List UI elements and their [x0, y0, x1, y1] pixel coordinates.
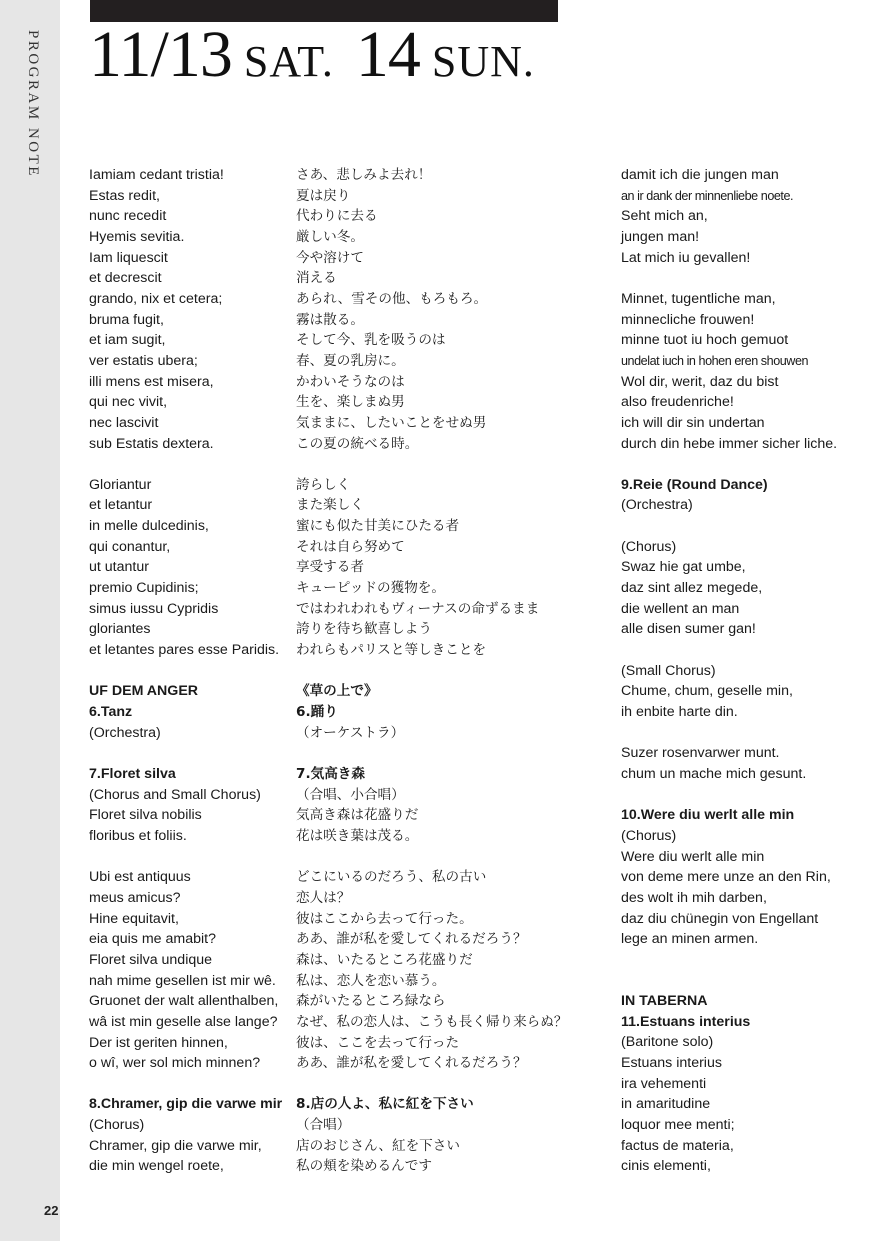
lyric-line: nunc recedit [89, 208, 167, 225]
lyric-line: an ir dank der minnenliebe noete. [621, 188, 794, 203]
lyric-line: 7.気高き森 [296, 765, 365, 782]
lyric-line: Floret silva undique [89, 951, 213, 968]
lyric-line: 森がいたるところ緑なら [296, 993, 446, 1010]
stanza-gap [621, 950, 841, 971]
lyric-line: et iam sugit, [89, 332, 166, 349]
weekday-first: SAT. [243, 37, 334, 86]
lyric-line: damit ich die jungen man [621, 167, 779, 183]
lyric-line: (Orchestra) [89, 724, 161, 741]
lyric-line: (Small Chorus) [621, 662, 716, 679]
lyric-line: daz diu chünegin von Engellant [621, 910, 819, 927]
lyric-line: 花は咲き葉は茂る。 [296, 827, 419, 844]
lyric-line: die wellent an man [621, 600, 740, 617]
lyric-line: キューピッドの獲物を。 [296, 580, 445, 597]
lyric-line: 9.Reie (Round Dance) [621, 476, 768, 493]
lyric-line: bruma fugit, [89, 311, 164, 328]
lyric-line: simus iussu Cypridis [89, 600, 219, 617]
lyric-line: 霧は散る。 [296, 311, 364, 328]
lyric-line: jungen man! [621, 228, 700, 245]
lyric-line: 今や溶けて [296, 249, 364, 266]
lyric-line: (Chorus and Small Chorus) [89, 786, 261, 803]
lyric-line: それは自ら努めて [296, 538, 405, 555]
lyric-line: 生を、楽しまぬ男 [296, 394, 405, 411]
date-first-day: 11/13 [89, 18, 232, 91]
lyric-line: Minnet, tugentliche man, [621, 290, 776, 307]
latin-lyrics-column [89, 165, 281, 1177]
lyric-line: sub Estatis dextera. [89, 435, 214, 452]
lyric-line: meus amicus? [89, 889, 181, 906]
lyric-line: 誇らしく [296, 476, 351, 493]
lyric-line: alle disen sumer gan! [621, 621, 756, 638]
lyric-line: かわいそうなのは [296, 373, 405, 390]
lyric-line: さあ、悲しみよ去れ！ [296, 167, 432, 183]
lyric-line: 気ままに、したいことをせぬ男 [296, 414, 487, 431]
lyric-line: ira vehementi [621, 1075, 707, 1092]
lyric-line: 彼は、ここを去って行った [296, 1034, 460, 1051]
stanza-gap [89, 661, 281, 682]
lyric-line: durch din hebe immer sicher liche. [621, 435, 838, 452]
lyric-line: ああ、誰が私を愛してくれるだろう？ [296, 931, 527, 948]
sidebar-strip [0, 0, 60, 1241]
lyric-line: (Orchestra) [621, 497, 693, 514]
stanza-gap [89, 847, 281, 868]
lyric-line: 春、夏の乳房に。 [296, 352, 405, 369]
lyric-line: ver estatis ubera; [89, 352, 198, 369]
lyric-line: 彼はここから去って行った。 [296, 910, 473, 927]
lyric-line: あられ、雪その他、もろもろ。 [296, 290, 488, 307]
lyric-line: gloriantes [89, 621, 151, 638]
lyric-line: Wol dir, werit, daz du bist [621, 373, 779, 390]
stanza-gap [296, 743, 596, 764]
stanza-gap [296, 454, 596, 475]
stanza-gap [89, 454, 281, 475]
lyric-line: （オーケストラ） [296, 724, 405, 741]
stanza-gap [621, 723, 841, 744]
lyric-line: Iam liquescit [89, 249, 168, 266]
lyric-line: Ubi est antiquus [89, 869, 191, 886]
lyric-line: et decrescit [89, 270, 162, 287]
lyric-line: minne tuot iu hoch gemuot [621, 332, 789, 349]
lyric-line: 7.Floret silva [89, 765, 176, 782]
lyric-line: (Chorus) [89, 1117, 145, 1134]
lyric-line: （合唱、小合唱） [296, 786, 405, 803]
lyric-line: 森は、いたるところ花盛りだ [296, 951, 473, 968]
lyric-line: loquor mee menti; [621, 1117, 735, 1134]
lyric-line: そして今、乳を吸うのは [296, 332, 446, 349]
lyric-line: lege an minen armen. [621, 931, 759, 948]
lyric-line: Der ist geriten hinnen, [89, 1034, 228, 1051]
lyric-line: （合唱） [296, 1117, 351, 1134]
stanza-gap [89, 743, 281, 764]
lyric-line: Gloriantur [89, 476, 152, 493]
japanese-translation-column [296, 165, 596, 1177]
stanza-gap [296, 847, 596, 868]
lyric-line: undelat iuch in hohen eren shouwen [621, 353, 809, 368]
stanza-gap [621, 516, 841, 537]
lyric-line: (Chorus) [621, 827, 677, 844]
lyric-line: Were diu werlt alle min [621, 848, 765, 865]
lyric-line: floribus et foliis. [89, 827, 187, 844]
lyric-line: in amaritudine [621, 1096, 711, 1113]
lyric-line: ut utantur [89, 559, 149, 576]
section-label: PROGRAM NOTE [25, 30, 41, 178]
lyric-line: Seht mich an, [621, 208, 708, 225]
lyric-line: factus de materia, [621, 1137, 734, 1154]
lyric-line: Estuans interius [621, 1055, 722, 1072]
lyric-line: cinis elementi, [621, 1158, 711, 1175]
lyric-line: Swaz hie gat umbe, [621, 559, 746, 576]
lyric-line: この夏の統べる時。 [296, 435, 419, 452]
lyric-line: 8.Chramer, gip die varwe mir [89, 1096, 283, 1113]
lyric-line: Iamiam cedant tristia! [89, 167, 224, 183]
lyric-line: grando, nix et cetera; [89, 290, 223, 307]
lyric-line: (Baritone solo) [621, 1034, 714, 1051]
lyric-line: Floret silva nobilis [89, 807, 202, 824]
lyric-line: 8.店の人よ、私に紅を下さい [296, 1096, 474, 1113]
lyric-line: 厳しい冬。 [296, 228, 364, 245]
lyric-line: Lat mich iu gevallen! [621, 249, 751, 266]
lyric-line: eia quis me amabit? [89, 931, 216, 948]
lyric-line: in melle dulcedinis, [89, 518, 209, 535]
lyric-line: o wî, wer sol mich minnen? [89, 1055, 261, 1072]
german-lyrics-column [621, 165, 841, 1177]
lyric-line: 店のおじさん、紅を下さい [296, 1137, 460, 1154]
lyric-line: also freudenriche! [621, 394, 734, 411]
lyric-line: なぜ、私の恋人は、こうも長く帰り来らぬ？ [296, 1013, 568, 1030]
lyric-line: 私は、恋人を恋い慕う。 [296, 972, 446, 989]
lyric-line: Estas redit, [89, 187, 160, 204]
lyric-line: UF DEM ANGER [89, 683, 199, 700]
lyric-line: wâ ist min geselle alse lange? [89, 1013, 278, 1030]
lyric-line: われらもパリスと等しきことを [296, 642, 487, 659]
lyric-line: Gruonet der walt allenthalben, [89, 993, 279, 1010]
lyric-line: von deme mere unze an den Rin, [621, 869, 831, 886]
lyric-line: IN TABERNA [621, 993, 708, 1010]
lyric-line: Chramer, gip die varwe mir, [89, 1137, 262, 1154]
lyric-line: 代わりに去る [296, 208, 378, 225]
lyric-line: Hyemis sevitia. [89, 228, 185, 245]
stanza-gap [621, 268, 841, 289]
lyric-line: 蜜にも似た甘美にひたる者 [296, 518, 460, 535]
lyric-line: 享受する者 [296, 559, 364, 576]
lyric-line: また楽しく [296, 497, 364, 514]
lyric-line: (Chorus) [621, 538, 677, 555]
stanza-gap [621, 640, 841, 661]
lyric-line: Chume, chum, geselle min, [621, 683, 793, 700]
date-second-day: 14 [355, 18, 420, 91]
lyric-line: daz sint allez megede, [621, 580, 763, 597]
lyric-line: 《草の上で》 [296, 683, 378, 700]
lyric-line: nah mime gesellen ist mir wê. [89, 972, 276, 989]
lyric-line: 夏は戻り [296, 187, 351, 204]
lyric-line: des wolt ih mih darben, [621, 889, 767, 906]
lyric-line: chum un mache mich gesunt. [621, 765, 807, 782]
lyric-line: et letantes pares esse Paridis. [89, 642, 280, 659]
lyric-line: Suzer rosenvarwer munt. [621, 745, 780, 762]
lyric-line: 誇りを待ち歓喜しよう [296, 621, 432, 638]
lyric-line: 恋人は？ [296, 889, 351, 906]
stanza-gap [89, 1074, 281, 1095]
lyric-line: premio Cupidinis; [89, 580, 199, 597]
lyric-line: 6.Tanz [89, 704, 133, 721]
weekday-second: SUN. [431, 37, 535, 86]
lyric-line: 10.Were diu werlt alle min [621, 807, 795, 824]
page-title [89, 18, 535, 91]
lyric-line: ich will dir sin undertan [621, 414, 765, 431]
lyric-line: ああ、誰が私を愛してくれるだろう？ [296, 1055, 527, 1072]
stanza-gap [296, 661, 596, 682]
lyric-line: minnecliche frouwen! [621, 311, 755, 328]
lyric-line: qui nec vivit, [89, 394, 168, 411]
lyric-line: 気高き森は花盛りだ [296, 807, 419, 824]
lyric-line: Hine equitavit, [89, 910, 179, 927]
lyric-line: die min wengel roete, [89, 1158, 224, 1175]
stanza-gap [621, 785, 841, 806]
lyric-line: et letantur [89, 497, 153, 514]
stanza-gap [621, 970, 841, 991]
lyric-line: 6.踊り [296, 704, 338, 721]
lyric-line: nec lascivit [89, 414, 159, 431]
lyric-line: illi mens est misera, [89, 373, 214, 390]
lyric-line: 11.Estuans interius [621, 1013, 751, 1030]
lyric-line: 私の頬を染めるんです [296, 1158, 432, 1175]
page-number: 22 [44, 1203, 59, 1218]
lyric-line: qui conantur, [89, 538, 171, 555]
lyric-line: ではわれわれもヴィーナスの命ずるまま [296, 600, 540, 617]
stanza-gap [621, 454, 841, 475]
lyric-line: 消える [296, 270, 337, 287]
stanza-gap [296, 1074, 596, 1095]
lyric-line: どこにいるのだろう、私の古い [296, 869, 487, 886]
lyric-line: ih enbite harte din. [621, 704, 738, 720]
